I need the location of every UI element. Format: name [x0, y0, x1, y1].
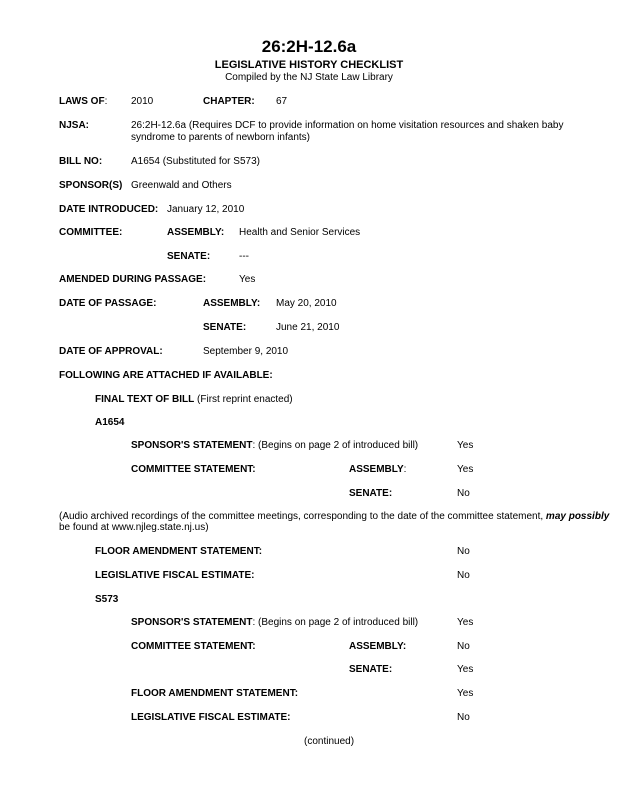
s573-heading: S573 — [95, 594, 119, 605]
a1654-senate-value: No — [457, 488, 470, 499]
date-introduced-label: DATE INTRODUCED: — [59, 204, 159, 215]
final-text: FINAL TEXT OF BILL (First reprint enacted) — [95, 394, 293, 405]
audio-note-line-1: (Audio archived recordings of the committee meetings, corresponding to the date of the committee statement, may possibly — [59, 511, 610, 522]
continued-note: (continued) — [304, 736, 355, 747]
passage-senate-label: SENATE: — [203, 322, 247, 333]
committee-assembly-label: ASSEMBLY: — [167, 227, 225, 238]
floor-amendment-label: FLOOR AMENDMENT STATEMENT: — [95, 546, 263, 557]
approval-label: DATE OF APPROVAL: — [59, 346, 163, 357]
laws-of-label: LAWS OF: — [59, 96, 108, 107]
passage-assembly-value: May 20, 2010 — [276, 298, 337, 309]
passage-label: DATE OF PASSAGE: — [59, 298, 157, 309]
s573-assembly-value: No — [457, 641, 470, 652]
a1654-sponsor-value: Yes — [457, 440, 474, 451]
laws-of-value: 2010 — [131, 96, 154, 107]
a1654-sponsor-statement: SPONSOR'S STATEMENT: (Begins on page 2 of introduced bill) — [131, 440, 419, 451]
approval-value: September 9, 2010 — [203, 346, 289, 357]
amended-label: AMENDED DURING PASSAGE: — [59, 274, 207, 285]
page-title: 26:2H-12.6a — [261, 37, 357, 56]
committee-assembly-value: Health and Senior Services — [239, 227, 361, 238]
sponsors-value: Greenwald and Others — [131, 180, 232, 191]
a1654-assembly-label: ASSEMBLY: — [349, 464, 407, 475]
njsa-line-1: 26:2H-12.6a (Requires DCF to provide information on home visitation resources and shaken baby — [131, 120, 564, 131]
passage-senate-value: June 21, 2010 — [276, 322, 340, 333]
bill-no-label: BILL NO: — [59, 156, 103, 167]
s573-fiscal-estimate-label: LEGISLATIVE FISCAL ESTIMATE: — [131, 712, 291, 723]
floor-amendment-value: No — [457, 546, 470, 557]
sponsors-label: SPONSOR(S) — [59, 180, 123, 191]
fiscal-estimate-label: LEGISLATIVE FISCAL ESTIMATE: — [95, 570, 255, 581]
a1654-assembly-value: Yes — [457, 464, 474, 475]
committee-senate-value: --- — [239, 251, 249, 262]
checklist-heading: LEGISLATIVE HISTORY CHECKLIST — [214, 59, 404, 71]
s573-committee-label: COMMITTEE STATEMENT: — [131, 641, 256, 652]
fiscal-estimate-value: No — [457, 570, 470, 581]
amended-value: Yes — [239, 274, 256, 285]
compiled-by: Compiled by the NJ State Law Library — [225, 72, 393, 83]
date-introduced-value: January 12, 2010 — [167, 204, 245, 215]
a1654-committee-label: COMMITTEE STATEMENT: — [131, 464, 256, 475]
s573-senate-label: SENATE: — [349, 664, 393, 675]
a1654-heading: A1654 — [95, 417, 125, 428]
audio-note-line-2: be found at www.njleg.state.nj.us) — [59, 522, 209, 533]
passage-assembly-label: ASSEMBLY: — [203, 298, 261, 309]
s573-assembly-label: ASSEMBLY: — [349, 641, 407, 652]
njsa-label: NJSA: — [59, 120, 90, 131]
s573-sponsor-statement: SPONSOR'S STATEMENT: (Begins on page 2 of introduced bill) — [131, 617, 419, 628]
s573-floor-amendment-label: FLOOR AMENDMENT STATEMENT: — [131, 688, 299, 699]
s573-sponsor-value: Yes — [457, 617, 474, 628]
njsa-line-2: syndrome to parents of newborn infants) — [131, 132, 310, 143]
chapter-value: 67 — [276, 96, 288, 107]
bill-no-value: A1654 (Substituted for S573) — [131, 156, 260, 167]
attached-heading: FOLLOWING ARE ATTACHED IF AVAILABLE: — [59, 370, 273, 381]
committee-label: COMMITTEE: — [59, 227, 123, 238]
committee-senate-label: SENATE: — [167, 251, 211, 262]
a1654-senate-label: SENATE: — [349, 488, 393, 499]
chapter-label: CHAPTER: — [203, 96, 255, 107]
s573-fiscal-estimate-value: No — [457, 712, 470, 723]
s573-floor-amendment-value: Yes — [457, 688, 474, 699]
s573-senate-value: Yes — [457, 664, 474, 675]
